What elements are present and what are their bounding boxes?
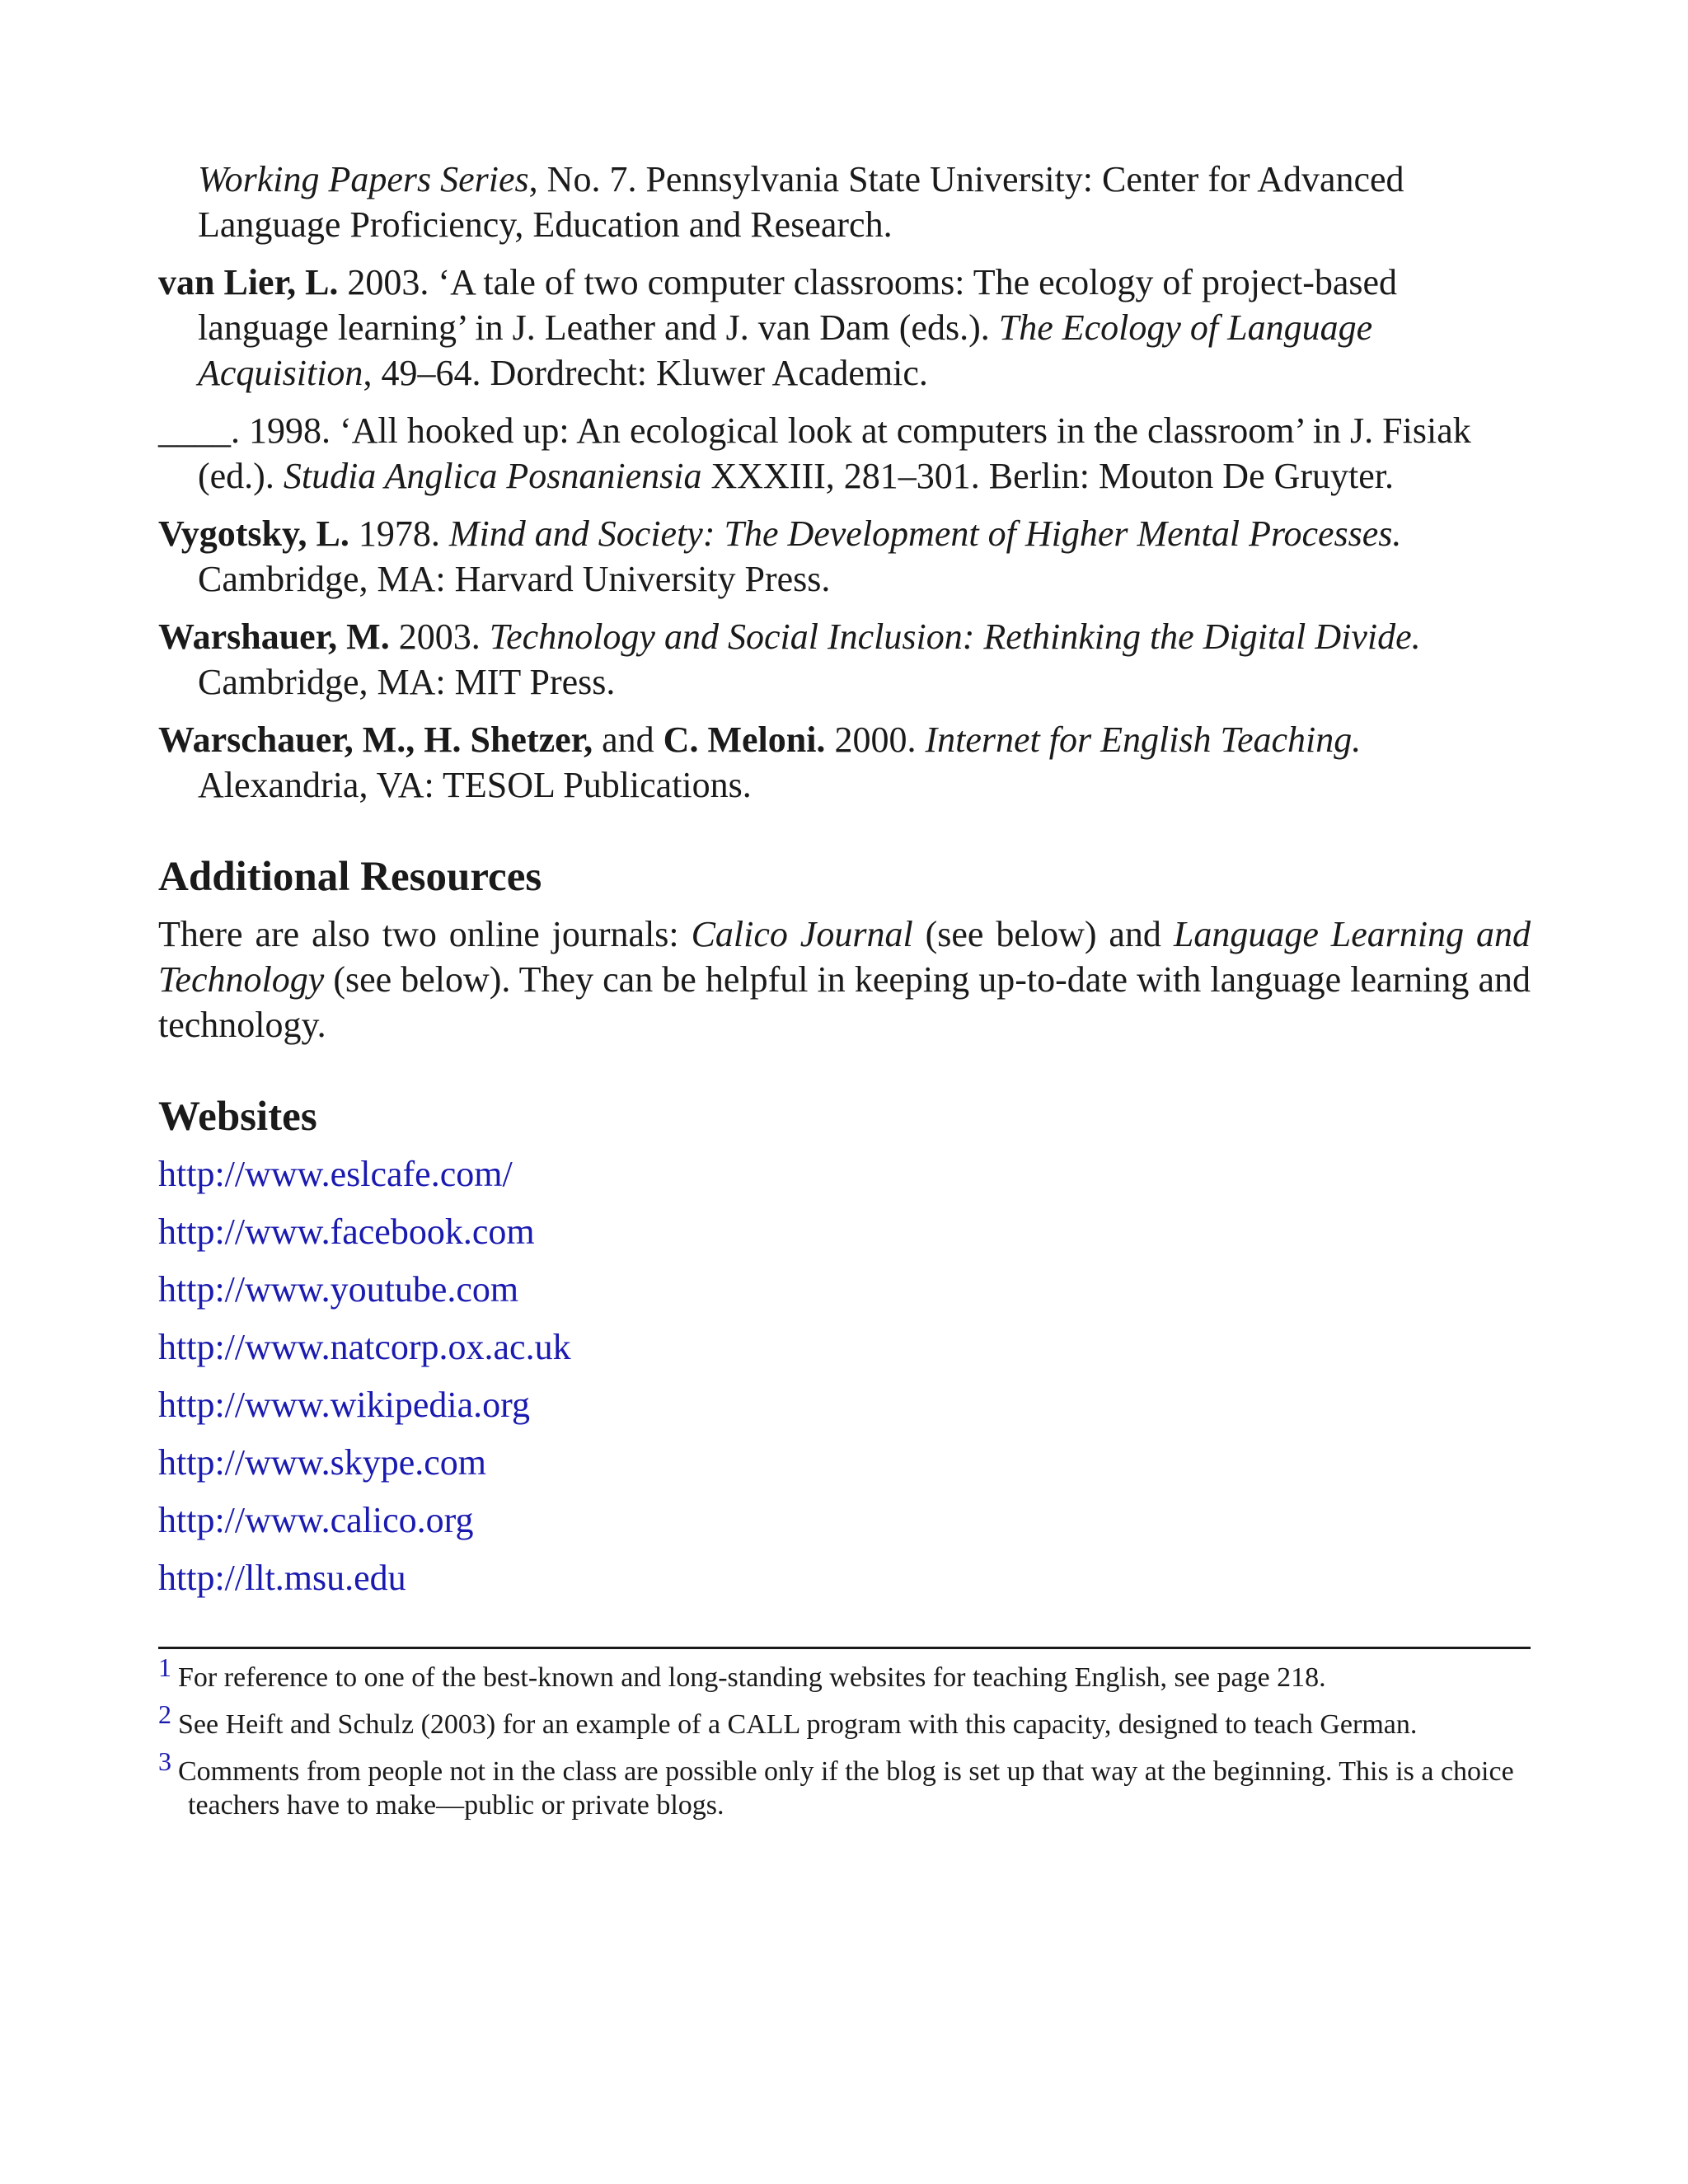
website-list [158, 1151, 1531, 1601]
footnote-marker[interactable]: 3 [158, 1746, 171, 1776]
link-youtube[interactable]: http://www.youtube.com [158, 1269, 519, 1310]
footnote-marker[interactable]: 2 [158, 1699, 171, 1729]
link-eslcafe[interactable]: http://www.eslcafe.com/ [158, 1154, 513, 1194]
footnote-divider [158, 1647, 1531, 1649]
link-llt[interactable]: http://llt.msu.edu [158, 1558, 406, 1598]
websites-heading: Websites [158, 1094, 317, 1140]
reference-van-lier-2003: van Lier, L. 2003. ‘A tale of two computer classrooms: The ecology of project-based language learning’ in J. Leather and J. van Dam (eds.). The Ecology of Language Acquisition, 49–64. Dordrecht: Kluwer Academic. [158, 262, 1398, 393]
footnote-1: $^1$ For reference to one of the best-known and long-standing websites for teaching English, see page 218. [158, 1652, 1326, 1693]
link-natcorp[interactable]: http://www.natcorp.ox.ac.uk [158, 1327, 571, 1367]
additional-resources-paragraph: There are also two online journals: Calico Journal (see below) and Language Learning and Technology (see below). They can be helpful in keeping up-to-date with language learning and technology. [158, 914, 1531, 1045]
reference-vygotsky: Vygotsky, L. 1978. Mind and Society: The Development of Higher Mental Processes. Cambridge, MA: Harvard University Press. [158, 513, 1402, 599]
additional-resources-heading: Additional Resources [158, 854, 542, 900]
footnotes [158, 1652, 1531, 1822]
link-wikipedia[interactable]: http://www.wikipedia.org [158, 1385, 530, 1425]
reference-warshauer: Warshauer, M. 2003. Technology and Social Inclusion: Rethinking the Digital Divide. Cambridge, MA: MIT Press. [158, 616, 1421, 702]
reference-warschauer-shetzer-meloni: Warschauer, M., H. Shetzer, and C. Meloni. 2000. Internet for English Teaching. Alexandria, VA: TESOL Publications. [158, 719, 1362, 805]
link-skype[interactable]: http://www.skype.com [158, 1442, 486, 1483]
footnote-2: $^2$ See Heift and Schulz (2003) for an example of a CALL program with this capacity, designed to teach German. [158, 1699, 1418, 1740]
reference-continuation: Working Papers Series, No. 7. Pennsylvania State University: Center for Advanced Language Proficiency, Education and Research. [198, 159, 1404, 245]
footnote-marker[interactable]: 1 [158, 1652, 171, 1682]
page [158, 157, 1531, 1835]
footnote-3: $^3$ Comments from people not in the class are possible only if the blog is set up that way at the beginning. This is a choice teachers have to make—public or private blogs. [158, 1746, 1514, 1821]
link-calico[interactable]: http://www.calico.org [158, 1500, 474, 1540]
reference-van-lier-1998: ____. 1998. ‘All hooked up: An ecological look at computers in the classroom’ in J. Fisiak (ed.). Studia Anglica Posnaniensia XXXIII, 281–301. Berlin: Mouton De Gruyter. [158, 410, 1471, 496]
link-facebook[interactable]: http://www.facebook.com [158, 1212, 535, 1252]
